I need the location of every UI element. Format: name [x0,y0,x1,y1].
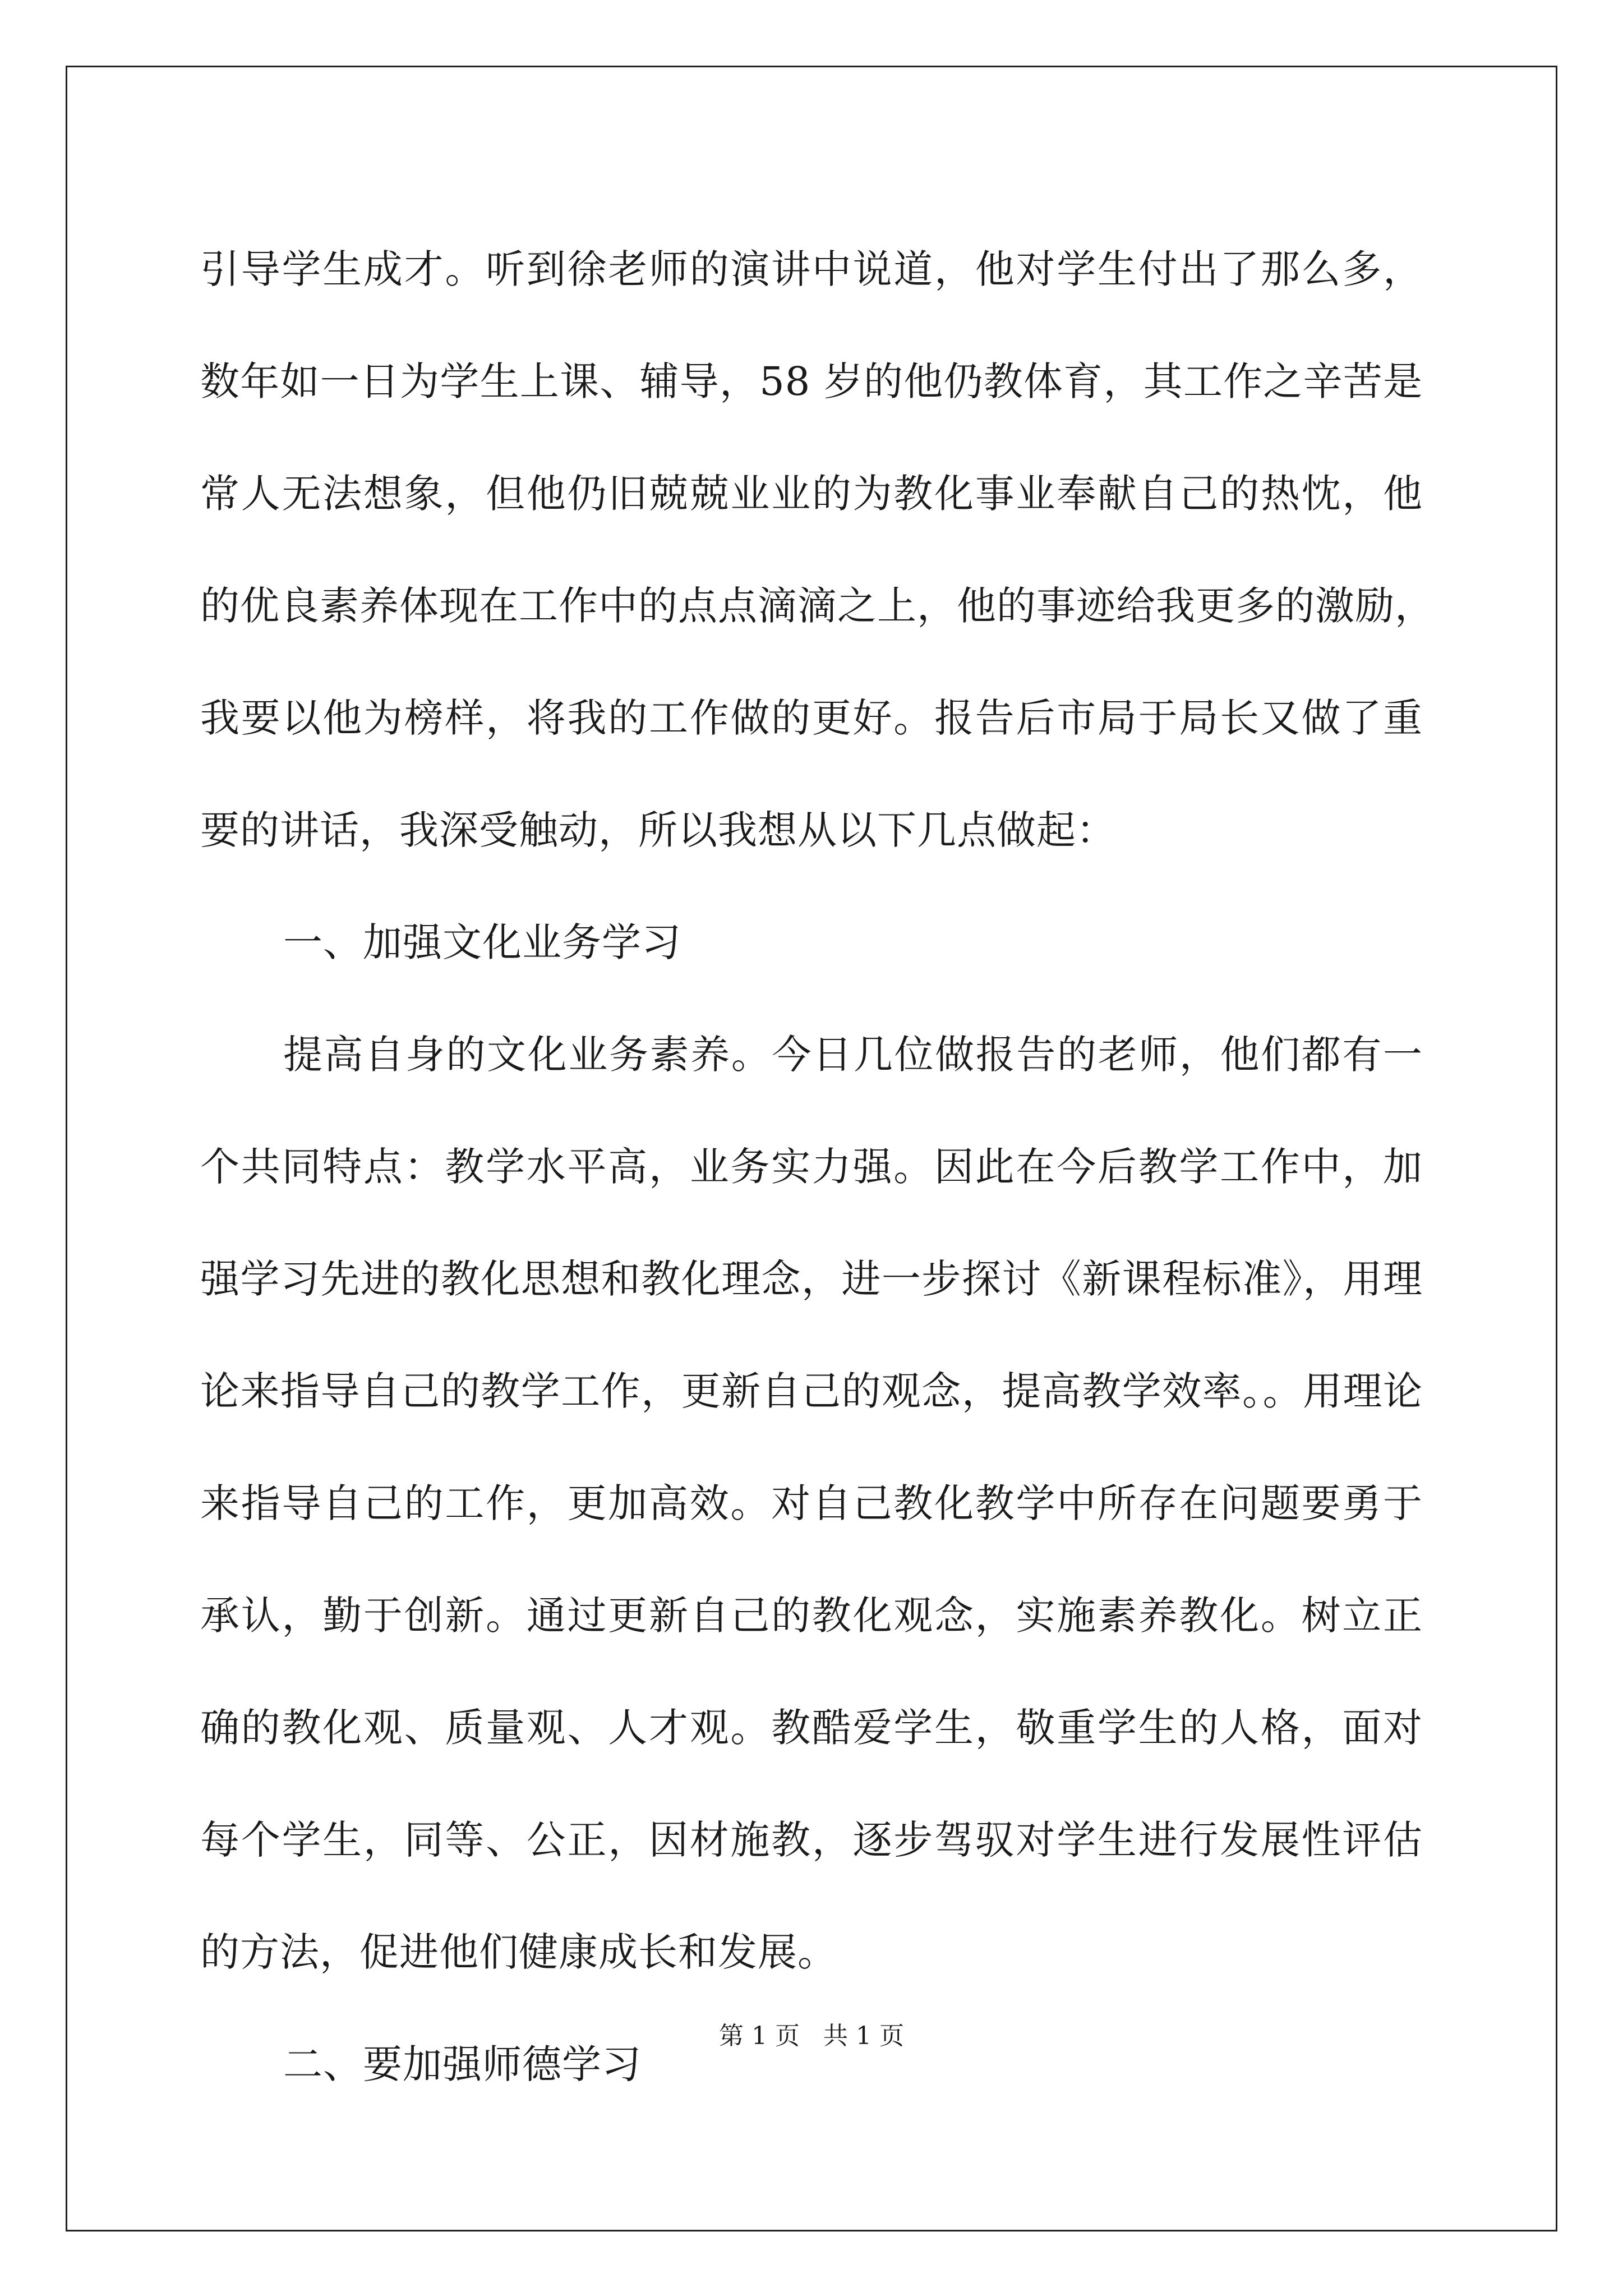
paragraph-line: 的方法，促进他们健康成长和发展。 [200,1929,837,1975]
paragraph-line: 我要以他为榜样，将我的工作做的更好。报告后市局于局长又做了重 [200,695,1423,741]
paragraph-line: 数年如一日为学生上课、辅导，58 岁的他仍教体育，其工作之辛苦是 [200,358,1423,404]
paragraph-line: 论来指导自己的教学工作，更新自己的观念，提高教学效率。。用理论 [200,1368,1423,1414]
section-heading: 二、要加强师德学习 [283,2041,642,2087]
section-heading: 一、加强文化业务学习 [283,919,681,965]
document-body [200,213,1435,2120]
paragraph-line: 的优良素养体现在工作中的点点滴滴之上，他的事迹给我更多的激励， [200,583,1435,629]
paragraph-line: 常人无法想象，但他仍旧兢兢业业的为教化事业奉献自己的热忱，他 [200,471,1423,517]
paragraph-line: 强学习先进的教化思想和教化理念，进一步探讨《新课程标准》，用理 [200,1256,1423,1302]
paragraph-line: 要的讲话，我深受触动，所以我想从以下几点做起： [200,807,1116,853]
paragraph-line: 每个学生，同等、公正，因材施教，逐步驾驭对学生进行发展性评估 [200,1817,1423,1863]
paragraph-line: 个共同特点：教学水平高，业务实力强。因此在今后教学工作中，加 [200,1144,1423,1190]
paragraph-line: 确的教化观、质量观、人才观。教酷爱学生，敬重学生的人格，面对 [200,1705,1423,1751]
paragraph-line: 引导学生成才。听到徐老师的演讲中说道，他对学生付出了那么多， [200,246,1423,292]
paragraph-line: 提高自身的文化业务素养。今日几位做报告的老师，他们都有一 [283,1032,1423,1078]
paragraph-line: 来指导自己的工作，更加高效。对自己教化教学中所存在问题要勇于 [200,1480,1423,1526]
paragraph-line: 承认，勤于创新。通过更新自己的教化观念，实施素养教化。树立正 [200,1593,1423,1639]
page-number: 第 1 页 共 1 页 [719,2022,904,2050]
